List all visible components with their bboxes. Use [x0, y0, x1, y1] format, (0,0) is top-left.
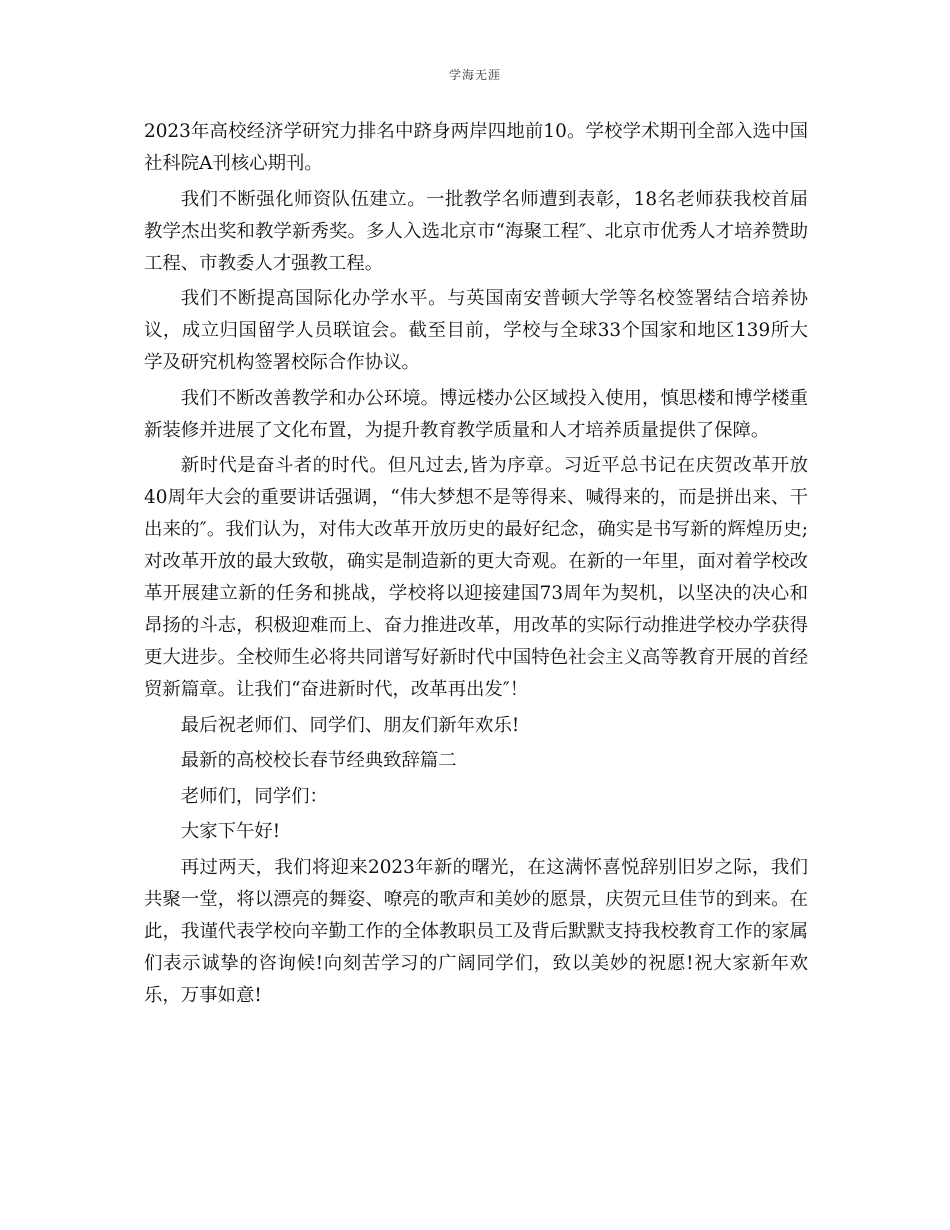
paragraph-5: 新时代是奋斗者的时代。但凡过去,皆为序章。习近平总书记在庆贺改革开放40周年大会的重要讲话强调，“伟大梦想不是等得来、喊得来的，而是拼出来、干出来的″。我们认为，对伟大改革开放历史的最好纪念，确实是书写新的辉煌历史;对改革开放的最大致敬，确实是制造新的更大奇观。在新的一年里，面对着学校改革开展建立新的任务和挑战，学校将以迎接建国73周年为契机，以坚决的决心和昂扬的斗志，积极迎难而上、奋力推进改革，用改革的实际行动推进学校办学获得更大进步。全校师生必将共同谱写好新时代中国特色社会主义高等教育开展的首经贸新篇章。让我们“奋进新时代，改革再出发″！	[144, 455, 808, 700]
document-body	[144, 116, 808, 1015]
paragraph-10: 再过两天，我们将迎来2023年新的曙光，在这满怀喜悦辞别旧岁之际，我们共聚一堂，将以漂亮的舞姿、嘹亮的歌声和美妙的愿景，庆贺元旦佳节的到来。在此，我谨代表学校向辛勤工作的全体教职员工及背后默默支持我校教育工作的家属们表示诚挚的咨询候!向刻苦学习的广阔同学们，致以美妙的祝愿!祝大家新年欢乐，万事如意!	[144, 856, 808, 1006]
paragraph-4: 我们不断改善教学和办公环境。博远楼办公区域投入使用，慎思楼和博学楼重新装修并进展了文化布置，为提升教育教学质量和人才培养质量提供了保障。	[144, 387, 808, 441]
greeting: 大家下午好!	[180, 821, 281, 842]
salutation: 老师们，同学们：	[180, 785, 328, 807]
paragraph-1: 2023年高校经济学研究力排名中跻身两岸四地前10。学校学术期刊全部入选中国社科院A刊核心期刊。	[144, 121, 808, 174]
paragraph-6: 最后祝老师们、同学们、朋友们新年欢乐!	[180, 714, 520, 736]
page-header: 学海无涯	[448, 68, 501, 82]
section-heading: 最新的高校校长春节经典致辞篇二	[180, 750, 457, 771]
paragraph-3: 我们不断提高国际化办学水平。与英国南安普顿大学等名校签署结合培养协议，成立归国留学人员联谊会。截至目前，学校与全球33个国家和地区139所大学及研究机构签署校际合作协议。	[144, 288, 808, 373]
paragraph-2: 我们不断强化师资队伍建立。一批教学名师遭到表彰，18名老师获我校首届教学杰出奖和教学新秀奖。多人入选北京市“海聚工程″、北京市优秀人才培养赞助工程、市教委人才强教工程。	[144, 188, 808, 274]
